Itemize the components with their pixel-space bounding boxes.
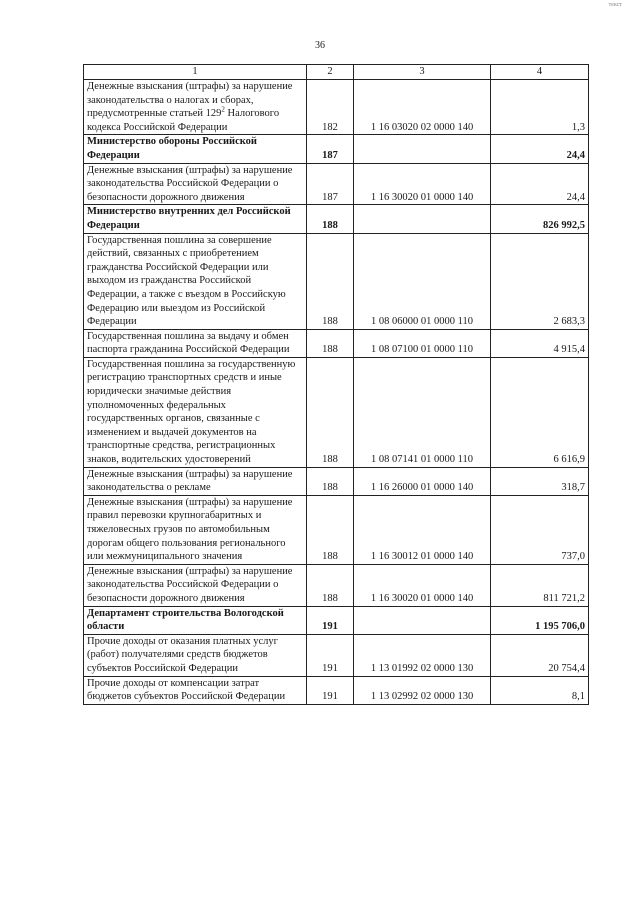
revenue-name: Государственная пошлина за выдачу и обмен паспорта гражданина Российской Федерации — [87, 330, 290, 356]
admin-code-cell: 188 — [307, 329, 354, 357]
revenue-table — [83, 64, 589, 705]
revenue-name: Прочие доходы от оказания платных услуг (работ) получателями средств бюджетов субъектов Российской Федерации — [87, 635, 278, 674]
revenue-name-cell — [84, 357, 307, 467]
budget-code-cell: 1 16 26000 01 0000 140 — [354, 467, 491, 495]
amount-cell: 318,7 — [491, 467, 589, 495]
amount-cell: 737,0 — [491, 495, 589, 564]
admin-code-cell: 191 — [307, 676, 354, 704]
amount-cell: 2 683,3 — [491, 233, 589, 329]
amount-cell: 4 915,4 — [491, 329, 589, 357]
amount-cell: 826 992,5 — [491, 205, 589, 233]
revenue-name: Министерство внутренних дел Российской Федерации — [87, 206, 291, 231]
budget-code-cell: 1 08 07141 01 0000 110 — [354, 357, 491, 467]
revenue-name: Денежные взыскания (штрафы) за нарушение законодательства о налогах и сборах, предусмотренные статьей 129 — [87, 81, 293, 120]
table-row — [84, 357, 589, 467]
budget-code-cell — [354, 205, 491, 233]
budget-code-cell: 1 13 01992 02 0000 130 — [354, 634, 491, 676]
budget-code-cell: 1 08 07100 01 0000 110 — [354, 329, 491, 357]
table-row — [84, 467, 589, 495]
admin-code-cell: 188 — [307, 233, 354, 329]
budget-code-cell: 1 16 03020 02 0000 140 — [354, 80, 491, 135]
budget-code-cell: 1 08 06000 01 0000 110 — [354, 233, 491, 329]
revenue-name: Министерство обороны Российской Федерации — [87, 136, 257, 161]
revenue-name-cell — [84, 80, 307, 135]
table-row — [84, 163, 589, 205]
amount-cell: 1 195 706,0 — [491, 606, 589, 634]
admin-code-cell: 188 — [307, 467, 354, 495]
revenue-name-cell — [84, 564, 307, 606]
revenue-name-cell — [84, 467, 307, 495]
table-row — [84, 495, 589, 564]
revenue-name: Государственная пошлина за совершение действий, связанных с приобретением гражданства Российской Федерации или выходом из гражданства Российской Федерации, а также с въездом в Российскую Федерацию или выездом из Российской Федерации — [87, 234, 286, 328]
amount-cell: 1,3 — [491, 80, 589, 135]
budget-code-cell — [354, 135, 491, 163]
header-cell: 1 — [84, 65, 307, 80]
table-row — [84, 634, 589, 676]
admin-code-cell: 187 — [307, 163, 354, 205]
revenue-name: Денежные взыскания (штрафы) за нарушение законодательства Российской Федерации о безопасности дорожного движения — [87, 565, 293, 604]
article-superscript: 2 — [221, 105, 225, 114]
header-cell: 3 — [354, 65, 491, 80]
table-row — [84, 676, 589, 704]
revenue-name: Денежные взыскания (штрафы) за нарушение правил перевозки крупногабаритных и тяжеловесных грузов по автомобильным дорогам общего пользования регионального или межмуниципального значения — [87, 496, 293, 563]
table-header-row — [84, 65, 589, 80]
header-cell: 2 — [307, 65, 354, 80]
page-number: 36 — [315, 40, 325, 51]
table-row — [84, 205, 589, 233]
amount-cell: 811 721,2 — [491, 564, 589, 606]
admin-code-cell: 188 — [307, 495, 354, 564]
table-row — [84, 80, 589, 135]
amount-cell: 8,1 — [491, 676, 589, 704]
admin-code-cell: 188 — [307, 564, 354, 606]
revenue-name-cell — [84, 163, 307, 205]
amount-cell: 6 616,9 — [491, 357, 589, 467]
table-row — [84, 135, 589, 163]
budget-code-cell: 1 16 30020 01 0000 140 — [354, 163, 491, 205]
budget-code-cell: 1 16 30012 01 0000 140 — [354, 495, 491, 564]
revenue-name: Прочие доходы от компенсации затрат бюджетов субъектов Российской Федерации — [87, 677, 286, 703]
amount-cell: 20 754,4 — [491, 634, 589, 676]
corner-mark: текст — [608, 2, 622, 8]
revenue-name-cell — [84, 634, 307, 676]
table-row — [84, 329, 589, 357]
table-row — [84, 564, 589, 606]
revenue-name-cell — [84, 606, 307, 634]
revenue-name: Денежные взыскания (штрафы) за нарушение законодательства Российской Федерации о безопасности дорожного движения — [87, 164, 293, 203]
admin-code-cell: 191 — [307, 606, 354, 634]
header-cell: 4 — [491, 65, 589, 80]
revenue-name: Департамент строительства Вологодской области — [87, 607, 284, 633]
revenue-name-cell — [84, 329, 307, 357]
revenue-name-tail: Налогового кодекса Российской Федерации — [87, 108, 280, 133]
revenue-name-cell — [84, 676, 307, 704]
budget-code-cell — [354, 606, 491, 634]
admin-code-cell: 188 — [307, 205, 354, 233]
table-row — [84, 233, 589, 329]
amount-cell: 24,4 — [491, 135, 589, 163]
budget-code-cell: 1 13 02992 02 0000 130 — [354, 676, 491, 704]
admin-code-cell: 191 — [307, 634, 354, 676]
revenue-name-cell — [84, 135, 307, 163]
admin-code-cell: 182 — [307, 80, 354, 135]
table-row — [84, 606, 589, 634]
revenue-name-cell — [84, 233, 307, 329]
budget-code-cell: 1 16 30020 01 0000 140 — [354, 564, 491, 606]
admin-code-cell: 188 — [307, 357, 354, 467]
revenue-name: Государственная пошлина за государственную регистрацию транспортных средств и иные юридически значимые действия уполномоченных федеральных государственных органов, связанные с изменением и выдачей документов на транспортные средства, регистрационных знаков, водительских удостоверений — [87, 358, 296, 466]
revenue-name: Денежные взыскания (штрафы) за нарушение законодательства о рекламе — [87, 468, 293, 494]
admin-code-cell: 187 — [307, 135, 354, 163]
revenue-name-cell — [84, 495, 307, 564]
amount-cell: 24,4 — [491, 163, 589, 205]
revenue-name-cell — [84, 205, 307, 233]
